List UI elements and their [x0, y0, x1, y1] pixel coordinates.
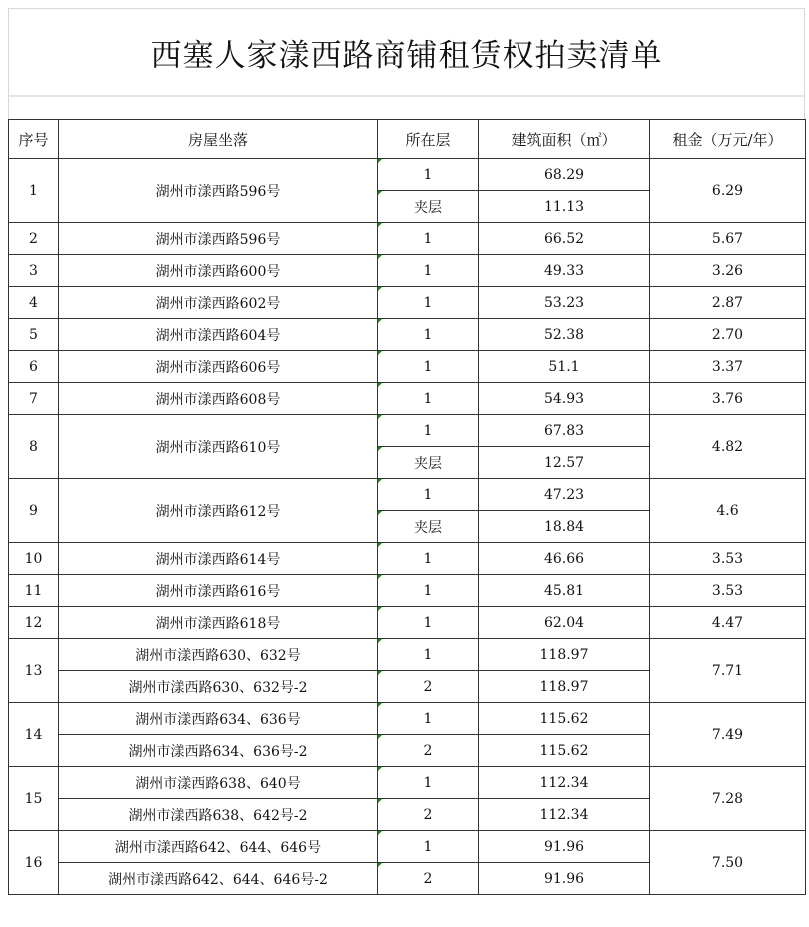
blank-row — [8, 97, 805, 119]
table-row — [9, 607, 806, 639]
rent-cell: 2.70 — [650, 319, 806, 351]
address-cell: 湖州市漾西路638、640号 — [59, 767, 378, 799]
area-cell: 91.96 — [479, 863, 650, 895]
area-cell: 54.93 — [479, 383, 650, 415]
rent-cell: 7.71 — [650, 639, 806, 703]
address-cell: 湖州市漾西路600号 — [59, 255, 378, 287]
floor-cell: 1 — [378, 255, 479, 287]
floor-cell: 1 — [378, 703, 479, 735]
row-number: 11 — [9, 575, 59, 607]
address-cell: 湖州市漾西路604号 — [59, 319, 378, 351]
table-row — [9, 703, 806, 735]
table-row — [9, 767, 806, 799]
area-cell: 115.62 — [479, 703, 650, 735]
area-cell: 91.96 — [479, 831, 650, 863]
table-row — [9, 415, 806, 447]
header-no: 序号 — [9, 120, 59, 159]
header-rent: 租金（万元/年） — [650, 120, 806, 159]
floor-cell: 2 — [378, 863, 479, 895]
area-cell: 115.62 — [479, 735, 650, 767]
page-title: 西塞人家漾西路商铺租赁权拍卖清单 — [8, 8, 805, 97]
floor-cell: 1 — [378, 543, 479, 575]
header-address: 房屋坐落 — [59, 120, 378, 159]
address-cell: 湖州市漾西路618号 — [59, 607, 378, 639]
address-cell: 湖州市漾西路596号 — [59, 159, 378, 223]
row-number: 12 — [9, 607, 59, 639]
auction-table — [8, 119, 806, 895]
floor-cell: 1 — [378, 831, 479, 863]
area-cell: 12.57 — [479, 447, 650, 479]
area-cell: 67.83 — [479, 415, 650, 447]
rent-cell: 7.49 — [650, 703, 806, 767]
address-cell: 湖州市漾西路634、636号-2 — [59, 735, 378, 767]
table-row — [9, 255, 806, 287]
address-cell: 湖州市漾西路630、632号 — [59, 639, 378, 671]
address-cell: 湖州市漾西路630、632号-2 — [59, 671, 378, 703]
row-number: 15 — [9, 767, 59, 831]
rent-cell: 7.28 — [650, 767, 806, 831]
row-number: 14 — [9, 703, 59, 767]
rent-cell: 7.50 — [650, 831, 806, 895]
floor-cell: 2 — [378, 799, 479, 831]
floor-cell: 2 — [378, 671, 479, 703]
area-cell: 52.38 — [479, 319, 650, 351]
floor-cell: 1 — [378, 607, 479, 639]
floor-cell: 1 — [378, 351, 479, 383]
floor-cell: 1 — [378, 767, 479, 799]
floor-cell: 2 — [378, 735, 479, 767]
row-number: 13 — [9, 639, 59, 703]
floor-cell: 1 — [378, 319, 479, 351]
area-cell: 46.66 — [479, 543, 650, 575]
table-row — [9, 639, 806, 671]
floor-cell: 1 — [378, 415, 479, 447]
area-cell: 118.97 — [479, 671, 650, 703]
table-row — [9, 575, 806, 607]
address-cell: 湖州市漾西路596号 — [59, 223, 378, 255]
floor-cell: 1 — [378, 639, 479, 671]
address-cell: 湖州市漾西路602号 — [59, 287, 378, 319]
table-row — [9, 543, 806, 575]
address-cell: 湖州市漾西路616号 — [59, 575, 378, 607]
area-cell: 112.34 — [479, 767, 650, 799]
address-cell: 湖州市漾西路612号 — [59, 479, 378, 543]
area-cell: 112.34 — [479, 799, 650, 831]
floor-cell: 1 — [378, 383, 479, 415]
row-number: 9 — [9, 479, 59, 543]
table-row — [9, 351, 806, 383]
table-row — [9, 287, 806, 319]
rent-cell: 3.26 — [650, 255, 806, 287]
rent-cell: 3.53 — [650, 543, 806, 575]
area-cell: 53.23 — [479, 287, 650, 319]
area-cell: 45.81 — [479, 575, 650, 607]
floor-cell: 1 — [378, 159, 479, 191]
floor-cell: 夹层 — [378, 447, 479, 479]
row-number: 3 — [9, 255, 59, 287]
address-cell: 湖州市漾西路610号 — [59, 415, 378, 479]
area-cell: 68.29 — [479, 159, 650, 191]
row-number: 6 — [9, 351, 59, 383]
address-cell: 湖州市漾西路634、636号 — [59, 703, 378, 735]
document — [8, 8, 805, 895]
header-floor: 所在层 — [378, 120, 479, 159]
row-number: 5 — [9, 319, 59, 351]
row-number: 8 — [9, 415, 59, 479]
floor-cell: 1 — [378, 575, 479, 607]
rent-cell: 4.82 — [650, 415, 806, 479]
address-cell: 湖州市漾西路642、644、646号 — [59, 831, 378, 863]
rent-cell: 5.67 — [650, 223, 806, 255]
row-number: 1 — [9, 159, 59, 223]
floor-cell: 1 — [378, 287, 479, 319]
rent-cell: 3.53 — [650, 575, 806, 607]
table-row — [9, 159, 806, 191]
address-cell: 湖州市漾西路642、644、646号-2 — [59, 863, 378, 895]
floor-cell: 1 — [378, 223, 479, 255]
area-cell: 18.84 — [479, 511, 650, 543]
row-number: 10 — [9, 543, 59, 575]
row-number: 2 — [9, 223, 59, 255]
area-cell: 11.13 — [479, 191, 650, 223]
address-cell: 湖州市漾西路608号 — [59, 383, 378, 415]
header-area: 建筑面积（㎡） — [479, 120, 650, 159]
area-cell: 118.97 — [479, 639, 650, 671]
area-cell: 51.1 — [479, 351, 650, 383]
address-cell: 湖州市漾西路614号 — [59, 543, 378, 575]
row-number: 4 — [9, 287, 59, 319]
area-cell: 62.04 — [479, 607, 650, 639]
rent-cell: 2.87 — [650, 287, 806, 319]
floor-cell: 1 — [378, 479, 479, 511]
address-cell: 湖州市漾西路606号 — [59, 351, 378, 383]
row-number: 16 — [9, 831, 59, 895]
area-cell: 49.33 — [479, 255, 650, 287]
address-cell: 湖州市漾西路638、642号-2 — [59, 799, 378, 831]
floor-cell: 夹层 — [378, 191, 479, 223]
rent-cell: 4.47 — [650, 607, 806, 639]
floor-cell: 夹层 — [378, 511, 479, 543]
rent-cell: 3.76 — [650, 383, 806, 415]
rent-cell: 4.6 — [650, 479, 806, 543]
rent-cell: 6.29 — [650, 159, 806, 223]
table-row — [9, 479, 806, 511]
table-row — [9, 831, 806, 863]
area-cell: 66.52 — [479, 223, 650, 255]
table-header-row — [9, 120, 806, 159]
rent-cell: 3.37 — [650, 351, 806, 383]
table-row — [9, 319, 806, 351]
table-row — [9, 383, 806, 415]
area-cell: 47.23 — [479, 479, 650, 511]
table-row — [9, 223, 806, 255]
row-number: 7 — [9, 383, 59, 415]
